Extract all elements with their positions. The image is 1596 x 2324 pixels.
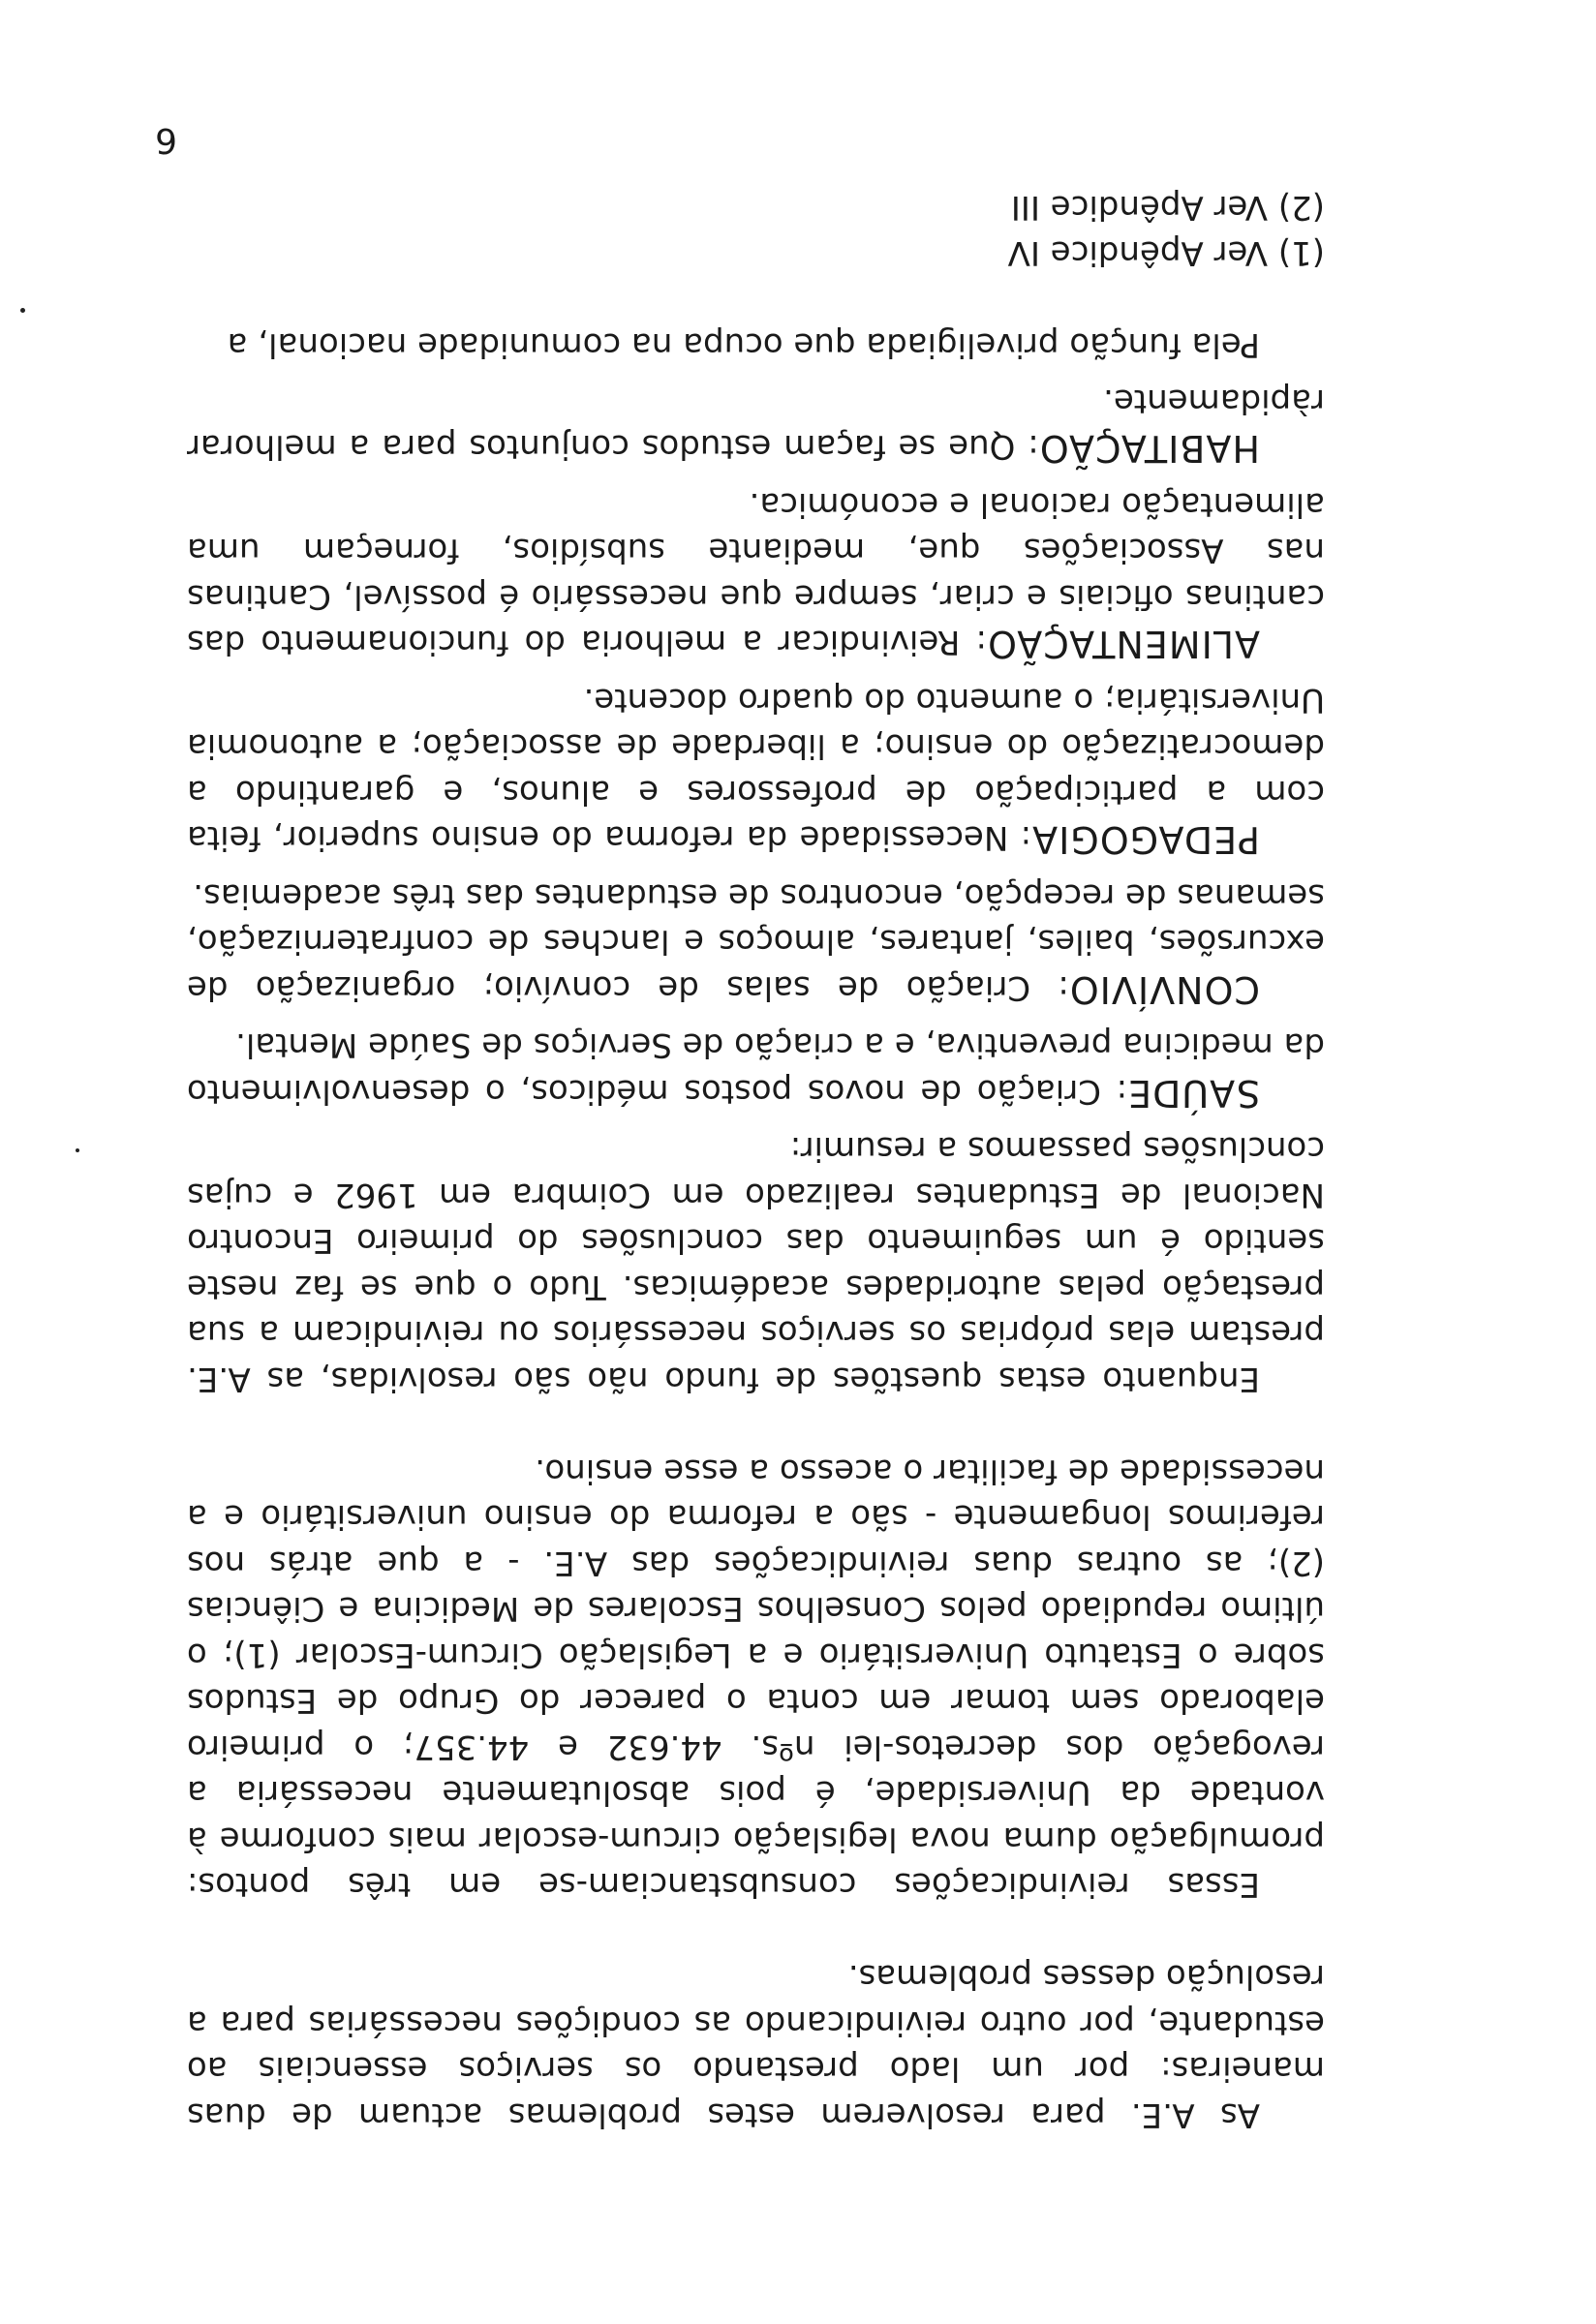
scan-speck (76, 1148, 79, 1152)
item-habitacao: HABITAÇÃO: Que se façam estudos conjuntos para a melhorar ràpidamente. (186, 382, 1325, 471)
intro-paragraph-3: Enquanto estas questões de fundo não são resolvidas, as A.E. prestam elas próprias os serviços necessários ou reivindicam a sua prestação pelas autoridades académicas. Tudo o que se faz neste sentido é um seguimento das conclusões do primeiro Encontro Nacional de Estudantes realizado em Coimbra em 1962 e cujas conclusões passamos a resumir: (187, 1129, 1325, 1398)
footnotes (187, 184, 1325, 276)
item-saude: SAÚDE: Criação de novos postos médicos, o desenvolvimento da medicina preventiva, e a criação de Serviços de Saúde Mental. (187, 1025, 1325, 1115)
intro-paragraph-1: As A.E. para resolverem estes problemas actuam de duas maneiras: por um lado prestando os serviços essenciais ao estudante, por outro reivindicando as condições necessárias para a resolução desses problemas. (187, 1957, 1325, 2134)
body-text (187, 184, 1325, 2138)
footnote-2: (2) Ver Apêndice III (1010, 188, 1325, 227)
item-heading: ALIMENTAÇÃO (987, 623, 1260, 666)
item-text: Reivindicar a melhoria do funcionamento das cantinas oficiais e criar, sempre que necessário é possível, Cantinas nas Associações que, mediante subsídios, forneçam uma alimentação racional e económica. (187, 485, 1325, 662)
closing-line: Pela função priveligiada que ocupa na comunidade nacional, a (227, 325, 1260, 365)
item-heading: PEDAGOGIA (1031, 818, 1260, 862)
item-alimentacao: ALIMENTAÇÃO: Reivindicar a melhoria do funcionamento das cantinas oficiais e criar, sempre que necessário é possível, Cantinas nas Associações que, mediante subsídios, forneçam uma alimentação racional e económica. (187, 485, 1325, 666)
item-pedagogia: PEDAGOGIA: Necessidade da reforma do ensino superior, feita com a participação de professores e alunos, e garantindo a democratização do ensino; a liberdade de associação; a autonomia Universitária; o aumento do quadro docente. (187, 681, 1325, 862)
footnote-1: (1) Ver Apêndice IV (1007, 233, 1325, 273)
item-text: Criação de novos postos médicos, o desenvolvimento da medicina preventiva, e a criação de Serviços de Saúde Mental. (187, 1025, 1325, 1111)
item-heading: CONVÍVIO (1068, 968, 1260, 1011)
page-number: 6 (155, 120, 177, 160)
item-text: Criação de salas de convívio; organização de excursões, bailes, jantares, almoços e lanches de confraternização, semanas de recepção, encontros de estudantes das três academias. (187, 876, 1325, 1007)
item-heading: HABITAÇÃO (1038, 427, 1260, 471)
item-text: Que se façam estudos conjuntos para a melhorar ràpidamente. (186, 382, 1325, 467)
item-convivio: CONVÍVIO: Criação de salas de convívio; organização de excursões, bailes, jantares, almoços e lanches de confraternização, semanas de recepção, encontros de estudantes das três academias. (187, 876, 1325, 1011)
item-text: Necessidade da reforma do ensino superior, feita com a participação de professores e alunos, e garantindo a democratização do ensino; a liberdade de associação; a autonomia Universitária; o aumento do quadro docente. (187, 681, 1325, 858)
intro-paragraph-2: Essas reivindicações consubstanciam-se em três pontos: promulgação duma nova legislação circum-escolar mais conforme à vontade da Universidade, é pois absolutamente necessária a revogação dos decretos-lei nºs. 44.632 e 44.357; o primeiro elaborado sem tomar em conta o parecer do Grupo de Estudos sobre o Estatuto Universitário e a Legislação Circum-Escolar (1); o último repudiado pelos Conselhos Escolares de Medicina e Ciências (2); as outras duas reivindicações das A.E. - a que atrás nos referimos longamente - são a reforma do ensino universitário e a necessidade de facilitar o acesso a esse ensino. (187, 1452, 1325, 1905)
scan-speck (20, 308, 25, 313)
item-heading: SAÚDE (1127, 1072, 1260, 1115)
